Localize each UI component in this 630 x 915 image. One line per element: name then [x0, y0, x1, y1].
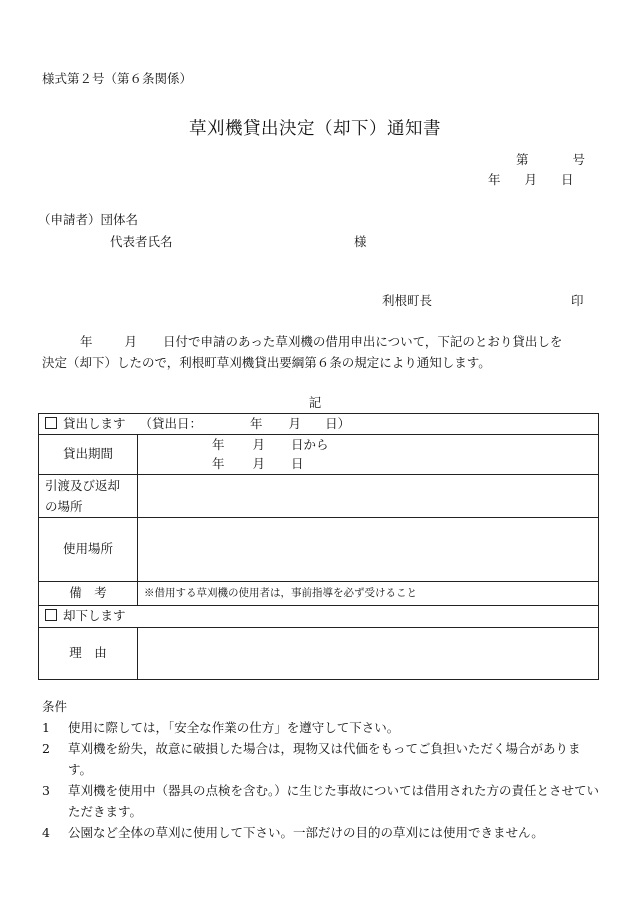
lend-date-year: 年	[250, 415, 263, 431]
lend-row	[39, 414, 599, 435]
issue-date	[488, 172, 574, 187]
period-label: 貸出期間	[39, 435, 138, 475]
page-title: 草刈機貸出決定（却下）通知書	[189, 119, 441, 139]
period-cell[interactable]	[138, 435, 599, 475]
handover-label	[39, 475, 138, 518]
period-to-year: 年	[212, 455, 225, 471]
period-row	[39, 435, 599, 475]
reject-cell	[39, 606, 599, 628]
body-line1: 日付で申請のあった草刈機の借用申出について，下記のとおり貸出しを	[163, 334, 563, 349]
lend-checkbox[interactable]	[45, 417, 57, 429]
ki-heading: 記	[308, 395, 322, 410]
applicant-rep-label: 代表者氏名	[110, 234, 173, 249]
issuer-name: 利根町長	[382, 293, 433, 308]
doc-number	[516, 152, 585, 167]
reject-row	[39, 606, 599, 628]
condition-num: 3	[42, 783, 50, 798]
period-to-month: 月	[252, 455, 266, 471]
body-line2: 決定（却下）したので，利根町草刈機貸出要綱第６条の規定により通知します。	[42, 355, 491, 370]
applicant-org-label: （申請者）団体名	[38, 212, 139, 227]
notice-body	[42, 331, 602, 373]
reason-row	[39, 628, 599, 680]
period-from-month: 月	[252, 436, 266, 452]
use-place-label: 使用場所	[39, 518, 138, 582]
use-place-field[interactable]	[138, 518, 599, 582]
conditions-heading: 条件	[42, 699, 68, 714]
period-from	[144, 436, 592, 455]
reject-label: 却下します	[63, 608, 126, 624]
condition-text: 使用に際しては，「安全な作業の仕方」を遵守して下さい。	[68, 720, 400, 735]
use-place-row	[39, 518, 599, 582]
remarks-label: 備 考	[39, 582, 138, 606]
condition-num: 1	[42, 720, 50, 735]
period-from-day: 日から	[291, 436, 329, 452]
lending-form-table	[38, 413, 599, 680]
condition-text: 草刈機を使用中（器具の点検を含む。）に生じた事故については借用された方の責任とさせていただきます。	[68, 783, 600, 819]
period-from-year: 年	[212, 436, 225, 452]
lend-label: 貸出します	[63, 415, 126, 431]
condition-item	[42, 780, 602, 822]
remarks-row	[39, 582, 599, 606]
body-month: 月	[124, 334, 138, 349]
lend-cell	[39, 414, 599, 435]
issuer-seal: 印	[571, 293, 584, 308]
condition-num: 2	[42, 741, 50, 756]
period-to	[144, 455, 592, 474]
period-to-day: 日	[291, 455, 304, 471]
issue-month: 月	[524, 172, 538, 187]
issue-day: 日	[561, 172, 574, 187]
handover-field[interactable]	[138, 475, 599, 518]
condition-text: 公園など全体の草刈に使用して下さい。一部だけの目的の草刈には使用できません。	[68, 825, 544, 840]
reason-label: 理 由	[39, 628, 138, 680]
lend-date-open: （貸出日：	[139, 415, 203, 431]
condition-item	[42, 738, 602, 780]
body-year: 年	[80, 334, 93, 349]
applicant-honorific: 様	[354, 234, 367, 249]
condition-item	[42, 717, 602, 738]
reject-checkbox[interactable]	[45, 609, 57, 621]
lend-date-day: 日）	[325, 415, 351, 431]
remarks-note: ※借用する草刈機の使用者は，事前指導を必ず受けること	[138, 582, 599, 606]
condition-item	[42, 822, 602, 843]
form-number: 様式第２号（第６条関係）	[42, 71, 193, 86]
handover-label-line2: の場所	[45, 499, 83, 514]
lend-date-month: 月	[288, 415, 302, 431]
conditions	[42, 696, 602, 843]
doc-number-prefix: 第	[516, 152, 529, 167]
handover-row	[39, 475, 599, 518]
handover-label-line1: 引渡及び返却	[45, 478, 121, 493]
condition-text: 草刈機を紛失，故意に破損した場合は，現物又は代価をもってご負担いただく場合があります。	[68, 741, 581, 777]
issue-year: 年	[488, 172, 501, 187]
reason-field[interactable]	[138, 628, 599, 680]
doc-number-suffix: 号	[572, 152, 586, 167]
condition-num: 4	[42, 825, 50, 840]
